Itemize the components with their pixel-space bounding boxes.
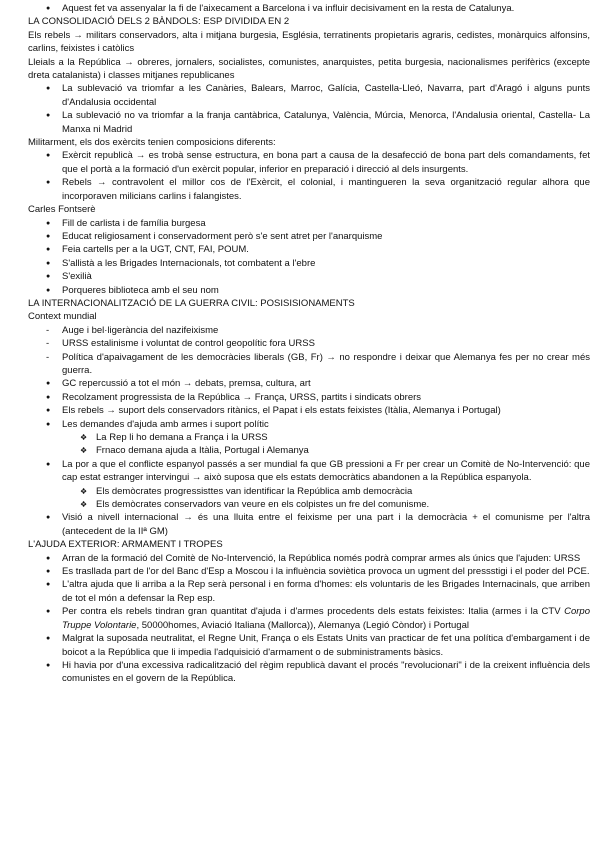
list-item: ● Porqueres biblioteca amb el seu nom (62, 284, 590, 297)
list-item: ● La sublevació va triomfar a les Canàries, Balears, Marroc, Galícia, Castella-Lleó, Navarra, part d'Aragó i alguns punts d'Andalusia occidental (62, 82, 590, 109)
list-item (62, 605, 590, 632)
list-item: ● La sublevació no va triomfar a la franja cantàbrica, Catalunya, València, Múrcia, Menorca, l'Andalusia oriental, Castella- La Manxa ni Madrid (62, 109, 590, 136)
list-item: ● La por a que el conflicte espanyol passés a ser mundial fa que GB pressioni a Fr per crear un Comitè de No-Intervenció: que cap estat estranger intervingui → això suposa que els estats democràtics abandonen a la República espanyola. (62, 458, 590, 485)
sub-list-item: ❖ Els demòcrates progressisttes van identificar la República amb democràcia (96, 485, 590, 498)
list-item: ● S'exilià (62, 270, 590, 283)
list-item: ● Aquest fet va assenyalar la fi de l'aixecament a Barcelona i va influir decisivament en la resta de Catalunya. (62, 2, 590, 15)
list-item: ● Recolzament progressista de la República → França, URSS, partits i sindicats obrers (62, 391, 590, 404)
list-item: - Auge i bel·ligerància del nazifeixisme (62, 324, 590, 337)
list-item: ● Educat religiosament i conservadorment però s'e sent atret per l'anarquisme (62, 230, 590, 243)
bullet-list (28, 552, 590, 686)
list-item: ● L'altra ajuda que li arriba a la Rep serà personal i en forma d'homes: els voluntaris de les Brigades Internacinals, que arriben de tot el món a defensar la Rep esp. (62, 578, 590, 605)
list-item: ● Feia cartells per a la UGT, CNT, FAI, POUM. (62, 243, 590, 256)
section-heading: LA INTERNACIONALITZACIÓ DE LA GUERRA CIVIL: POSISISIONAMENTS (28, 297, 355, 309)
bullet-list (28, 217, 590, 297)
section-heading: L'AJUDA EXTERIOR: ARMAMENT I TROPES (28, 539, 223, 551)
text-fragment: , 50000homes, Aviació Italiana (Mallorca)), Alemanya (Legió Còndor) i Portugal (136, 619, 469, 631)
list-item: ● Els rebels → suport dels conservadors ritànics, el Papat i els estats feixistes (Itàlia, Alemanya i Portugal) (62, 404, 590, 417)
dash-list (28, 324, 590, 378)
bullet-list (28, 377, 590, 538)
list-item: ● Fill de carlista i de família burgesa (62, 217, 590, 230)
list-item: ● Rebels → contravolent el millor cos de l'Exèrcit, el colonial, i mantingueren la seva organització regular alhora que incorporaven milicians carlins i falangistes. (62, 176, 590, 203)
paragraph: Lleials a la República → obreres, jornalers, socialistes, comunistes, anarquistes, petita burgesia, nacionalismes perifèrics (excepte dreta catalanista) i classes mitjanes republicanes (28, 56, 590, 82)
italic-text: Corpo Truppe Volontarie (62, 606, 590, 631)
bullet-list (28, 149, 590, 203)
subheading: Context mundial (28, 311, 97, 323)
sub-list-item: ❖ La Rep li ho demana a França i la URSS (96, 431, 590, 444)
list-item: ● GC repercussió a tot el món → debats, premsa, cultura, art (62, 377, 590, 390)
list-item: ● Visió a nivell internacional → és una lluita entre el feixisme per una part i la democràcia + el comunisme per l'altra (antecedent de la IIª GM) (62, 511, 590, 538)
bullet-list (28, 2, 590, 15)
section-heading: Carles Fontserè (28, 204, 96, 216)
list-item: ● S'allistà a les Brigades Internacionals, tot combatent a l'ebre (62, 257, 590, 270)
sub-list-item: ❖ Els demòcrates conservadors van veure en els colpistes un fre del comunisme. (96, 498, 590, 511)
text-fragment: Per contra els rebels tindran gran quantitat d'ajuda i d'armes procedents dels estats feixistes: Italia (armes i la CTV (62, 606, 565, 618)
paragraph: Els rebels → militars conservadors, alta i mitjana burgesia, Església, terratinents propietaris agraris, cedistes, monàrquics alfonsins, carlins, feixistes i catòlics (28, 29, 590, 55)
list-item: - Política d'apaivagament de les democràcies liberals (GB, Fr) → no respondre i deixar que Alemanya fes per no crear més guerra. (62, 351, 590, 378)
list-item: ● Es traslladа part de l'or del Banc d'Esp a Moscou i la influència soviètica provoca un ugment del pressstigi i el poder del PCE. (62, 565, 590, 578)
list-item: - URSS estalinisme i voluntat de control geopolític fora URSS (62, 337, 590, 350)
list-item: ● Les demandes d'ajuda amb armes i suport polític (62, 418, 590, 431)
paragraph: Militarment, els dos exèrcits tenien composicions diferents: (28, 137, 276, 149)
list-item: ● Arran de la formació del Comitè de No-Intervenció, la República només podrà comprar armes als únics que l'ajuden: URSS (62, 552, 590, 565)
list-item: ● Malgrat la suposada neutralitat, el Regne Unit, França o els Estats Units van practicar de fet una política d'embargament i de boicot a la República que li impedia l'adquisició d'armament o de subministraments bàsics. (62, 632, 590, 659)
sub-list-item: ❖ Frnaco demana ajuda a Itàlia, Portugal i Alemanya (96, 444, 590, 457)
list-item: ● Exèrcit republicà → es trobà sense estructura, en bona part a causa de la desafecció de bona part dels comandaments, fet que el portà a la formació d'un exèrcit popular, inferior en preparació i direcció al dels insurgents. (62, 149, 590, 176)
bullet-list (28, 82, 590, 136)
list-item: ● Hi havia por d'una excessiva radicalització del règim republicà davant el procés "revolucionari" i de la creixent influència dels comunistes en el govern de la República. (62, 659, 590, 686)
section-heading: LA CONSOLIDACIÓ DELS 2 BÀNDOLS: ESP DIVIDIDA EN 2 (28, 16, 290, 28)
